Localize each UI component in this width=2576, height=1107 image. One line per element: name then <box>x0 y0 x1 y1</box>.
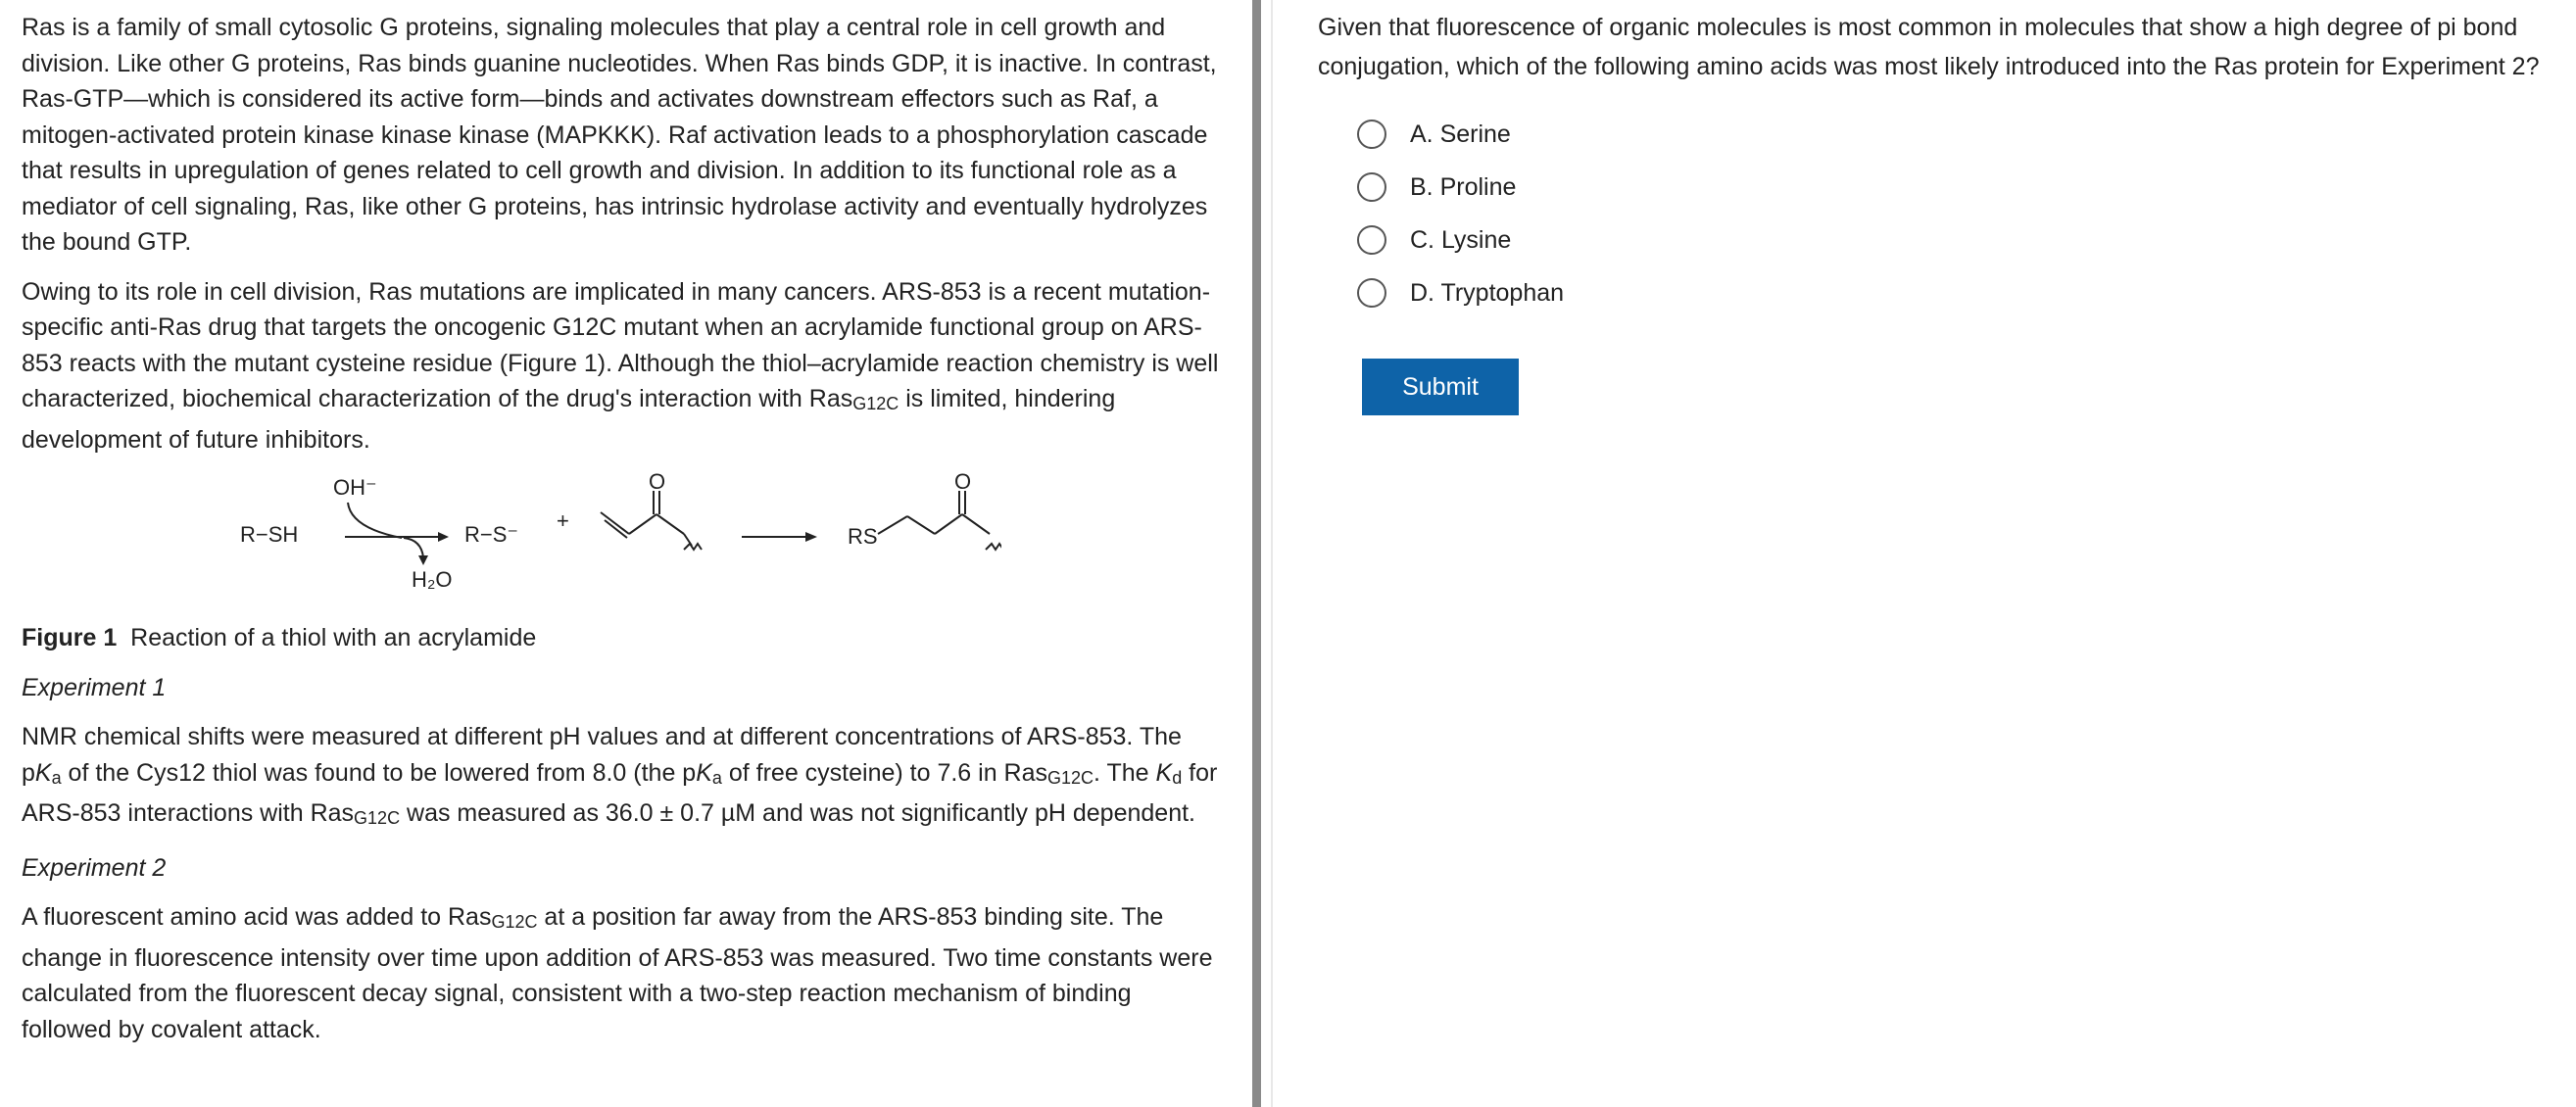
passage-paragraph-2 <box>22 274 1223 458</box>
experiment-2-text <box>22 899 1223 1047</box>
exp2-g12c-sub: G12C <box>491 912 538 932</box>
panel-divider-scrollbar[interactable] <box>1252 0 1261 1107</box>
experiment-1-text <box>22 719 1223 837</box>
exp1-k2: K <box>696 758 712 787</box>
exp2-text-a: A fluorescent amino acid was added to Ras <box>22 903 492 931</box>
option-b[interactable] <box>1357 161 2576 214</box>
exp1-text-c: of free cysteine) to 7.6 in Ras <box>721 758 1048 787</box>
exp2-text-b: at a position far away from the ARS-853 binding site. The change in fluorescence intensity over time upon addition of ARS-853 was measured. Two time constants were calculated from the fluorescent decay signal, consistent with a two-step reaction mechanism of binding followed by covalent attack. <box>22 903 1213 1043</box>
experiment-2-title: Experiment 2 <box>22 853 167 882</box>
radio-button[interactable] <box>1357 278 1386 308</box>
option-label: C. Lysine <box>1410 226 1512 254</box>
water-arrow-head-icon <box>418 555 428 565</box>
water-arrow <box>404 538 423 557</box>
reaction-scheme <box>22 471 1001 618</box>
exp1-text-d: . The <box>1094 758 1156 787</box>
product-rs-label: RS <box>848 524 878 549</box>
caption-text: Reaction of a thiol with an acrylamide <box>130 624 537 651</box>
exp1-g12c-sub-1: G12C <box>1047 767 1094 788</box>
passage-paragraph-1: Ras is a family of small cytosolic G proteins, signaling molecules that play a central role in cell growth and division. Like other G proteins, Ras binds guanine nucleotides. When Ras binds GDP, it is inactive. In contrast, Ras-GTP—which is considered its active form—binds and activates downstream effectors such as Raf, a mitogen-activated protein kinase kinase kinase (MAPKKK). Raf activation leads to a phosphorylation cascade that results in upregulation of genes related to cell growth and division. In addition to its functional role as a mediator of cell signaling, Ras, like other G proteins, has intrinsic hydrolase activity and eventually hydrolyzes the bound GTP. <box>22 14 1217 256</box>
exp1-kd: K <box>1155 758 1173 787</box>
option-a[interactable] <box>1357 108 2576 161</box>
experiment-1-title: Experiment 1 <box>22 673 167 701</box>
radio-button[interactable] <box>1357 172 1386 202</box>
answer-options <box>1318 108 2576 319</box>
thiolate-label: R−S⁻ <box>464 522 519 547</box>
paragraph-2-text-a: Owing to its role in cell division, Ras mutations are implicated in many cancers. ARS-853 is a recent mutation-specific anti-Ras drug that targets the oncogenic G12C mutant when an acrylamide functional group on ARS-853 reacts with the mutant cysteine residue (Figure 1). Although the thiol–acrylamide reaction chemistry is well characterized, biochemical characterization of the drug's interaction with Ras <box>22 277 1219 412</box>
radio-button[interactable] <box>1357 225 1386 255</box>
option-label: B. Proline <box>1410 173 1517 201</box>
panel-divider-edge <box>1271 0 1273 1107</box>
water-label: H₂O <box>412 567 453 592</box>
carbonyl-oxygen-2: O <box>954 471 972 494</box>
exp1-d-sub: d <box>1172 767 1183 788</box>
product-structure <box>878 491 1001 550</box>
exp1-text-a: NMR chemical shifts were measured at different pH values and at different concentrations of ARS-853. The p <box>22 723 1182 787</box>
option-label: D. Tryptophan <box>1410 279 1565 307</box>
curved-arrow-icon <box>348 503 402 538</box>
passage-panel <box>0 0 1244 1107</box>
figure-1-reaction <box>22 471 1223 618</box>
exp1-text-e: for ARS-853 interactions with Ras <box>22 758 1218 827</box>
option-label: A. Serine <box>1410 120 1511 148</box>
radio-button[interactable] <box>1357 120 1386 149</box>
arrow-head-icon <box>438 532 449 542</box>
option-c[interactable] <box>1357 214 2576 266</box>
exp1-a-sub: a <box>51 767 62 788</box>
acrylamide-structure <box>601 491 702 550</box>
option-d[interactable] <box>1357 266 2576 319</box>
exp1-k: K <box>34 758 52 787</box>
paragraph-2-text-b: is limited, hindering development of future inhibitors. <box>22 385 1116 454</box>
question-panel <box>1318 8 2576 415</box>
reaction-arrow-head-icon <box>805 532 817 542</box>
carbonyl-oxygen-1: O <box>649 471 666 494</box>
subscript-g12c: G12C <box>852 394 899 413</box>
submit-button[interactable]: Submit <box>1362 359 1519 415</box>
thiol-label: R−SH <box>240 522 299 547</box>
hydroxide-label: OH⁻ <box>333 475 377 500</box>
exp1-g12c-sub-2: G12C <box>354 808 401 828</box>
plus-sign: + <box>557 508 569 533</box>
figure-caption <box>22 620 1223 656</box>
question-stem: Given that fluorescence of organic molecules is most common in molecules that show a high degree of pi bond conjugation, which of the following amino acids was most likely introduced into the Ras protein for Experiment 2? <box>1318 14 2540 80</box>
exp1-a-sub-2: a <box>711 767 722 788</box>
exp1-text-f: was measured as 36.0 ± 0.7 µM and was not significantly pH dependent. <box>400 799 1195 827</box>
caption-label: Figure 1 <box>22 624 118 651</box>
exp1-text-b: of the Cys12 thiol was found to be lowered from 8.0 (the p <box>61 758 697 787</box>
